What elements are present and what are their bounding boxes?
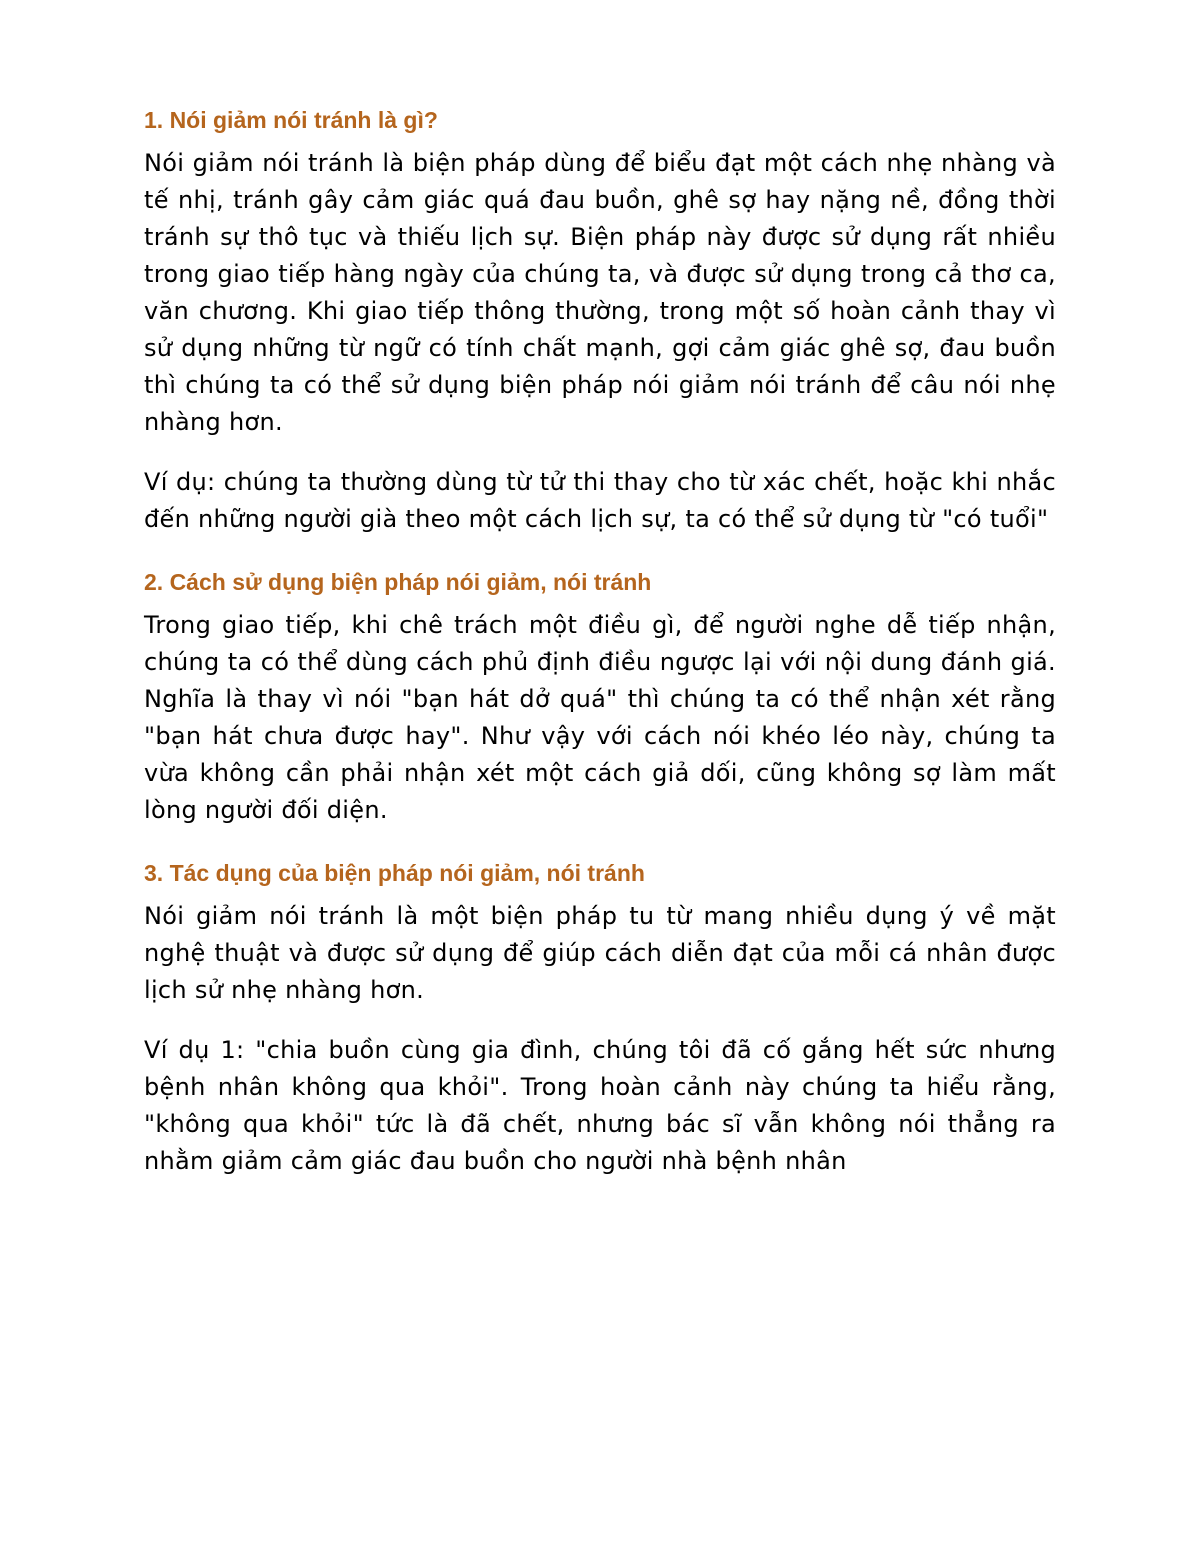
section-3-paragraph-1: Nói giảm nói tránh là một biện pháp tu từ mang nhiều dụng ý về mặt nghệ thuật và được sử dụng để giúp cách diễn đạt của mỗi cá nhân được lịch sử nhẹ nhàng hơn. [144, 902, 1056, 1004]
section-1-heading: 1. Nói giảm nói tránh là gì? [144, 107, 438, 133]
section-1-paragraph-1: Nói giảm nói tránh là biện pháp dùng để biểu đạt một cách nhẹ nhàng và tế nhị, tránh gây cảm giác quá đau buồn, ghê sợ hay nặng nề, đồng thời tránh sự thô tục và thiếu lịch sự. Biện pháp này được sử dụng rất nhiều trong giao tiếp hàng ngày của chúng ta, và được sử dụng trong cả thơ ca, văn chương. Khi giao tiếp thông thường, trong một số hoàn cảnh thay vì sử dụng những từ ngữ có tính chất mạnh, gợi cảm giác ghê sợ, đau buồn thì chúng ta có thể sử dụng biện pháp nói giảm nói tránh để câu nói nhẹ nhàng hơn. [144, 149, 1056, 436]
section-1-paragraph-2: Ví dụ: chúng ta thường dùng từ tử thi thay cho từ xác chết, hoặc khi nhắc đến những người già theo một cách lịch sự, ta có thể sử dụng từ "có tuổi" [144, 468, 1056, 533]
section-3-paragraph-2: Ví dụ 1: "chia buồn cùng gia đình, chúng tôi đã cố gắng hết sức nhưng bệnh nhân không qua khỏi". Trong hoàn cảnh này chúng ta hiểu rằng, "không qua khỏi" tức là đã chết, nhưng bác sĩ vẫn không nói thẳng ra nhằm giảm cảm giác đau buồn cho người nhà bệnh nhân [144, 1036, 1056, 1175]
section-3-heading: 3. Tác dụng của biện pháp nói giảm, nói tránh [144, 860, 645, 886]
section-2-heading: 2. Cách sử dụng biện pháp nói giảm, nói tránh [144, 569, 652, 595]
document-page [144, 103, 1056, 1180]
section-2-paragraph-1: Trong giao tiếp, khi chê trách một điều gì, để người nghe dễ tiếp nhận, chúng ta có thể dùng cách phủ định điều ngược lại với nội dung đánh giá. Nghĩa là thay vì nói "bạn hát dở quá" thì chúng ta có thể nhận xét rằng "bạn hát chưa được hay". Như vậy với cách nói khéo léo này, chúng ta vừa không cần phải nhận xét một cách giả dối, cũng không sợ làm mất lòng người đối diện. [144, 611, 1056, 824]
